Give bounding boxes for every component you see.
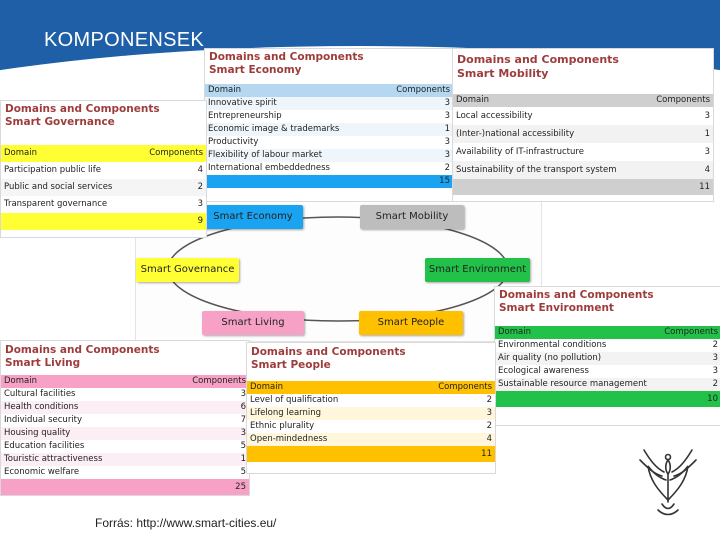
table-body: Domain Components Environmental conditions 2 Air quality (no pollution) 3 Ecological awareness 3 Sustainable resource management 2 10 [495, 326, 720, 407]
table-body: Domain Components Participation public life 4 Public and social services 2 Transparent governance 3 9 [1, 145, 206, 230]
table-smart-people [246, 342, 496, 474]
source-caption: Forrás: http://www.smart-cities.eu/ [95, 516, 277, 530]
table-heading: Domains and Components Smart Living [5, 344, 160, 369]
node-smart-environment: Smart Environment [425, 258, 530, 282]
table-body: Domain Components Cultural facilities 3 Health conditions 6 Individual security 7 Housing quality 3 Education facilities 5 Touristic attractiveness 1 Economic welfare 5 25 [1, 375, 249, 495]
table-heading: Domains and Components Smart Economy [209, 51, 364, 76]
table-body: Domain Components Innovative spirit 3 Entrepreneurship 3 Economic image & trademarks 1 Productivity 3 Flexibility of labour market 3 International embeddedness 2 15 [205, 84, 453, 188]
node-smart-economy: Smart Economy [203, 205, 303, 229]
table-heading: Domains and Components Smart Mobility [457, 53, 619, 80]
table-smart-living [0, 340, 250, 496]
table-heading: Domains and Components Smart Governance [5, 103, 160, 128]
table-body: Domain Components Local accessibility 3 (Inter-)national accessibility 1 Availability of IT-infrastructure 3 Sustainability of the transport system 4 11 [453, 94, 713, 195]
phoenix-logo-icon [636, 440, 700, 518]
node-smart-people: Smart People [359, 311, 463, 335]
table-smart-environment [494, 286, 720, 426]
node-smart-living: Smart Living [202, 311, 304, 335]
node-smart-governance: Smart Governance [136, 258, 239, 282]
table-heading: Domains and Components Smart People [251, 346, 406, 371]
table-smart-mobility [452, 48, 714, 202]
table-heading: Domains and Components Smart Environment [499, 289, 654, 314]
node-smart-mobility: Smart Mobility [360, 205, 464, 229]
table-smart-governance [0, 100, 207, 238]
table-smart-economy [204, 48, 454, 202]
slide-title: KOMPONENSEK [44, 29, 204, 51]
table-body: Domain Components Level of qualification 2 Lifelong learning 3 Ethnic plurality 2 Open-mindedness 4 11 [247, 381, 495, 462]
